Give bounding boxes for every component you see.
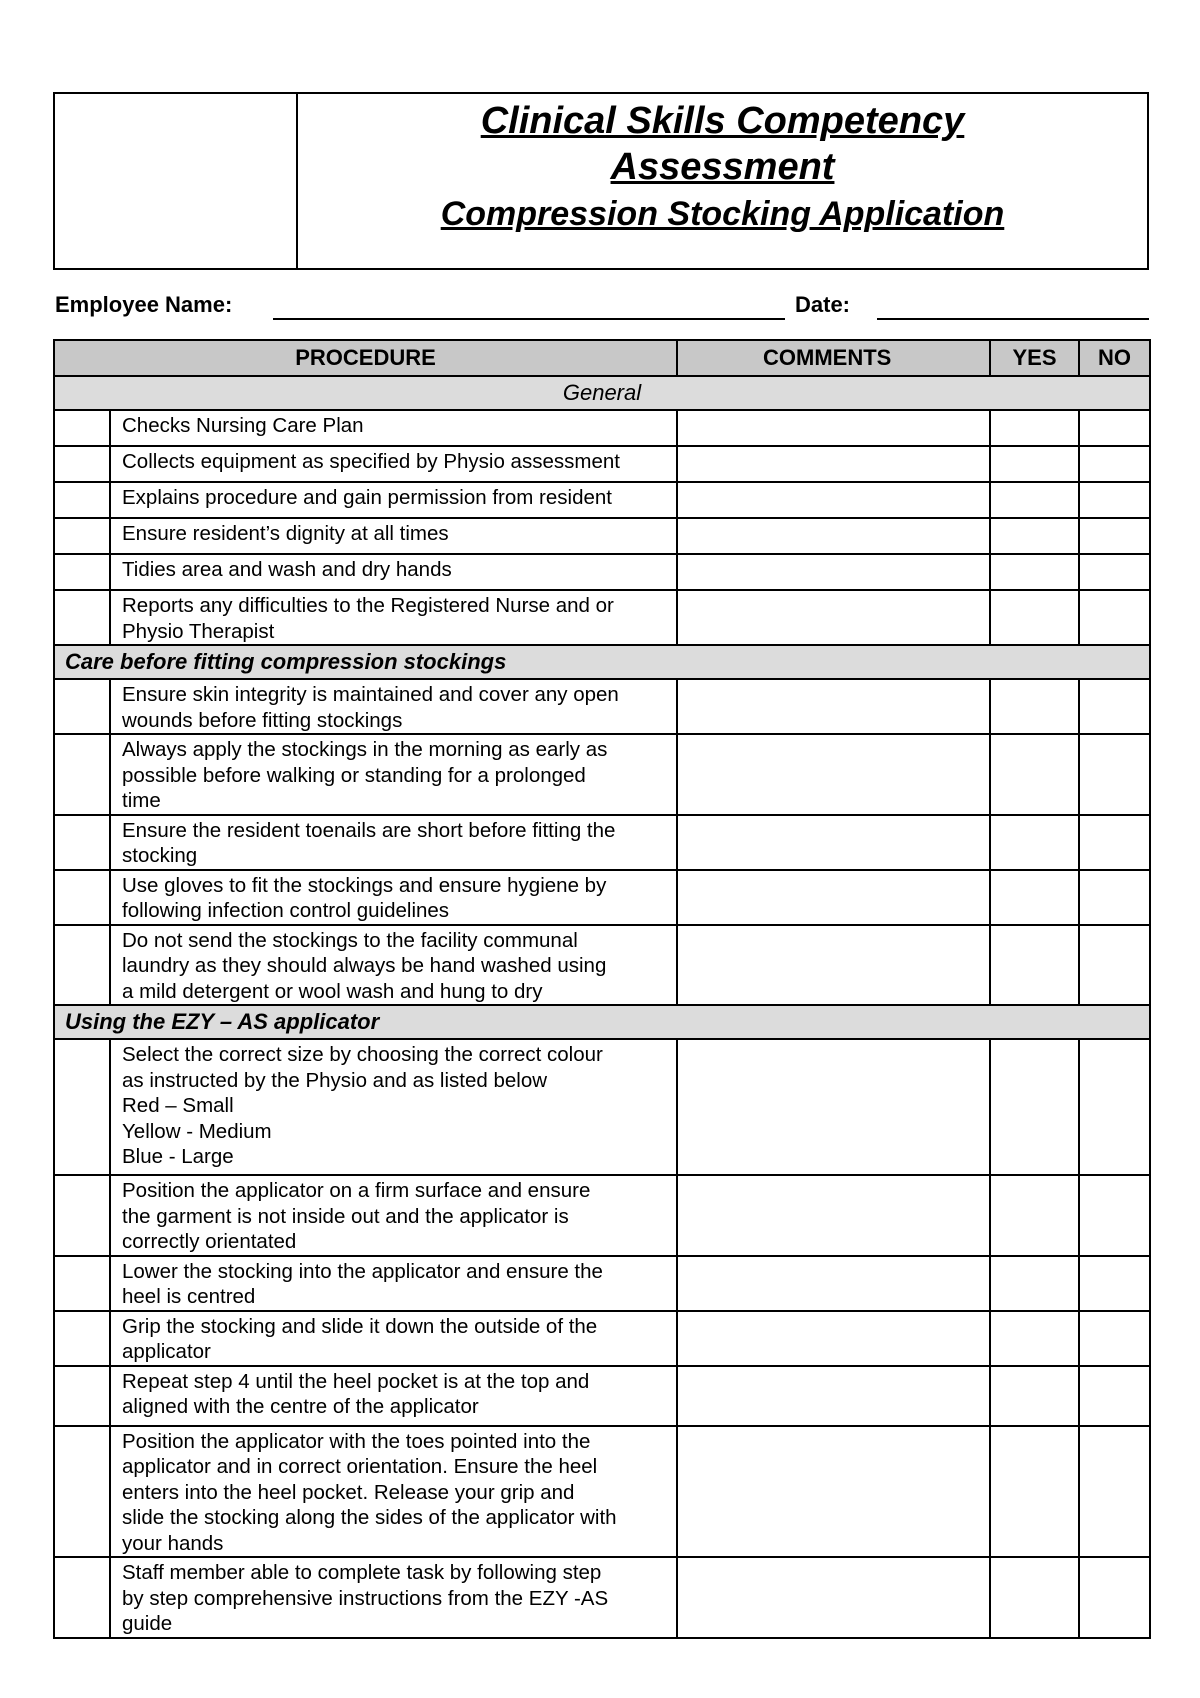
step-cell: [54, 1366, 110, 1426]
table-row: [54, 590, 1150, 645]
comments-cell[interactable]: [677, 1175, 990, 1256]
procedure-text: possible before walking or standing for a prolonged: [122, 763, 586, 787]
header-box: [53, 92, 1149, 270]
procedure-cell: [110, 870, 677, 925]
comments-cell[interactable]: [677, 734, 990, 815]
yes-header: YES: [990, 340, 1079, 376]
step-cell: [54, 815, 110, 870]
procedure-text: as instructed by the Physio and as listed below: [122, 1068, 548, 1092]
no-cell[interactable]: [1079, 925, 1150, 1006]
step-cell: [54, 870, 110, 925]
procedure-cell: [110, 410, 677, 446]
procedure-text: Explains procedure and gain permission from resident: [122, 486, 612, 509]
table-row: [54, 925, 1150, 1006]
no-cell[interactable]: [1079, 446, 1150, 482]
no-cell[interactable]: [1079, 590, 1150, 645]
procedure-text: following infection control guidelines: [122, 899, 450, 922]
section-row: [54, 645, 1150, 679]
procedure-text: heel is centred: [122, 1285, 256, 1308]
procedure-table: [53, 339, 1151, 1639]
no-cell[interactable]: [1079, 1311, 1150, 1366]
no-cell[interactable]: [1079, 1426, 1150, 1558]
procedure-text: Checks Nursing Care Plan: [122, 414, 364, 437]
table-row: [54, 1039, 1150, 1175]
no-cell[interactable]: [1079, 554, 1150, 590]
title-line-2: Assessment: [610, 146, 835, 188]
step-cell: [54, 1175, 110, 1256]
table-row: [54, 734, 1150, 815]
procedure-text: Red – Small: [122, 1094, 234, 1117]
no-cell[interactable]: [1079, 1366, 1150, 1426]
procedure-text: Yellow - Medium: [122, 1119, 272, 1143]
procedure-text: Select the correct size by choosing the correct colour: [122, 1043, 603, 1066]
yes-cell[interactable]: [990, 734, 1079, 815]
yes-cell[interactable]: [990, 925, 1079, 1006]
procedure-text: Blue - Large: [122, 1145, 234, 1168]
procedure-text: Always apply the stockings in the morning as early as: [122, 738, 608, 761]
procedure-cell: [110, 590, 677, 645]
procedure-cell: [110, 1557, 677, 1638]
comments-cell[interactable]: [677, 815, 990, 870]
no-cell[interactable]: [1079, 734, 1150, 815]
procedure-text: by step comprehensive instructions from the EZY -AS: [122, 1586, 609, 1610]
procedure-text: Staff member able to complete task by following step: [122, 1561, 602, 1584]
section-row: [54, 1005, 1150, 1039]
employee-row: [55, 290, 1149, 320]
procedure-text: Tidies area and wash and dry hands: [122, 558, 452, 581]
procedure-text: Collects equipment as specified by Physio assessment: [122, 450, 620, 473]
procedure-text: guide: [122, 1612, 173, 1635]
table-row: [54, 1366, 1150, 1426]
table-row: [54, 679, 1150, 734]
comments-cell[interactable]: [677, 1311, 990, 1366]
table-row: [54, 1426, 1150, 1558]
yes-cell[interactable]: [990, 410, 1079, 446]
comments-cell[interactable]: [677, 482, 990, 518]
comments-header: COMMENTS: [677, 340, 990, 376]
procedure-text: correctly orientated: [122, 1230, 297, 1253]
no-cell[interactable]: [1079, 679, 1150, 734]
procedure-text: stocking: [122, 844, 198, 867]
table-row: [54, 1557, 1150, 1638]
procedure-text: wounds before fitting stockings: [122, 708, 403, 732]
procedure-cell: [110, 1366, 677, 1426]
procedure-text: Repeat step 4 until the heel pocket is at the top and: [122, 1369, 590, 1393]
yes-cell[interactable]: [990, 1175, 1079, 1256]
procedure-cell: [110, 1426, 677, 1558]
procedure-text: the garment is not inside out and the applicator is: [122, 1204, 569, 1228]
yes-cell[interactable]: [990, 1039, 1079, 1175]
procedure-cell: [110, 734, 677, 815]
procedure-text: Ensure the resident toenails are short before fitting the: [122, 818, 616, 842]
table-row: [54, 1256, 1150, 1311]
procedure-text: Position the applicator with the toes pointed into the: [122, 1429, 591, 1453]
comments-cell[interactable]: [677, 870, 990, 925]
section-row: [54, 376, 1150, 410]
step-cell: [54, 554, 110, 590]
no-cell[interactable]: [1079, 410, 1150, 446]
no-cell[interactable]: [1079, 1557, 1150, 1638]
comments-cell[interactable]: [677, 518, 990, 554]
procedure-text: applicator and in correct orientation. Ensure the heel: [122, 1455, 598, 1478]
table-row: [54, 815, 1150, 870]
yes-cell[interactable]: [990, 590, 1079, 645]
yes-cell[interactable]: [990, 1256, 1079, 1311]
procedure-cell: [110, 1175, 677, 1256]
procedure-text: Physio Therapist: [122, 619, 275, 643]
yes-cell[interactable]: [990, 1366, 1079, 1426]
comments-cell[interactable]: [677, 679, 990, 734]
step-cell: [54, 590, 110, 645]
comments-cell[interactable]: [677, 925, 990, 1006]
yes-cell[interactable]: [990, 446, 1079, 482]
procedure-text: slide the stocking along the sides of the applicator with: [122, 1506, 617, 1529]
yes-cell[interactable]: [990, 815, 1079, 870]
procedure-text: Ensure skin integrity is maintained and cover any open: [122, 683, 619, 706]
step-cell: [54, 1256, 110, 1311]
step-cell: [54, 410, 110, 446]
procedure-cell: [110, 1039, 677, 1175]
procedure-cell: [110, 446, 677, 482]
table-row: [54, 870, 1150, 925]
procedure-text: your hands: [122, 1531, 224, 1555]
no-cell[interactable]: [1079, 482, 1150, 518]
procedure-text: time: [122, 789, 161, 812]
comments-cell[interactable]: [677, 590, 990, 645]
no-cell[interactable]: [1079, 518, 1150, 554]
yes-cell[interactable]: [990, 679, 1079, 734]
no-header: NO: [1079, 340, 1150, 376]
step-cell: [54, 482, 110, 518]
procedure-text: enters into the heel pocket. Release your grip and: [122, 1480, 575, 1504]
table-row: [54, 554, 1150, 590]
no-cell[interactable]: [1079, 815, 1150, 870]
procedure-text: aligned with the centre of the applicator: [122, 1395, 479, 1418]
step-cell: [54, 1557, 110, 1638]
date-label: Date:: [795, 292, 851, 317]
comments-cell[interactable]: [677, 410, 990, 446]
yes-cell[interactable]: [990, 554, 1079, 590]
title-line-1: Clinical Skills Competency: [480, 100, 965, 142]
section-title: Care before fitting compression stockings: [54, 645, 1150, 679]
step-cell: [54, 1311, 110, 1366]
procedure-text: Use gloves to fit the stockings and ensure hygiene by: [122, 873, 607, 897]
section-title: General: [54, 376, 1150, 410]
step-cell: [54, 1039, 110, 1175]
procedure-text: a mild detergent or wool wash and hung to dry: [122, 979, 543, 1003]
logo-area: [55, 94, 298, 268]
date-field[interactable]: [877, 318, 1149, 320]
procedure-text: Do not send the stockings to the facility communal: [122, 928, 578, 952]
comments-cell[interactable]: [677, 1557, 990, 1638]
procedure-cell: [110, 518, 677, 554]
no-cell[interactable]: [1079, 870, 1150, 925]
yes-cell[interactable]: [990, 1557, 1079, 1638]
procedure-cell: [110, 1256, 677, 1311]
table-row: [54, 1311, 1150, 1366]
yes-cell[interactable]: [990, 518, 1079, 554]
step-cell: [54, 518, 110, 554]
table-row: [54, 1175, 1150, 1256]
step-cell: [54, 734, 110, 815]
table-row: [54, 518, 1150, 554]
comments-cell[interactable]: [677, 1256, 990, 1311]
yes-cell[interactable]: [990, 482, 1079, 518]
procedure-text: laundry as they should always be hand washed using: [122, 954, 607, 977]
procedure-cell: [110, 815, 677, 870]
comments-cell[interactable]: [677, 1039, 990, 1175]
table-row: [54, 446, 1150, 482]
no-cell[interactable]: [1079, 1256, 1150, 1311]
yes-cell[interactable]: [990, 1311, 1079, 1366]
procedure-text: Reports any difficulties to the Registered Nurse and or: [122, 594, 614, 617]
procedure-text: applicator: [122, 1340, 211, 1363]
yes-cell[interactable]: [990, 870, 1079, 925]
step-cell: [54, 446, 110, 482]
comments-cell[interactable]: [677, 554, 990, 590]
procedure-text: Grip the stocking and slide it down the outside of the: [122, 1314, 598, 1338]
comments-cell[interactable]: [677, 1426, 990, 1558]
subtitle: Compression Stocking Application: [440, 195, 1005, 233]
comments-cell[interactable]: [677, 1366, 990, 1426]
no-cell[interactable]: [1079, 1039, 1150, 1175]
title-area: [298, 94, 1147, 268]
procedure-cell: [110, 554, 677, 590]
procedure-cell: [110, 925, 677, 1006]
comments-cell[interactable]: [677, 446, 990, 482]
yes-cell[interactable]: [990, 1426, 1079, 1558]
step-cell: [54, 925, 110, 1006]
procedure-cell: [110, 482, 677, 518]
employee-name-label: Employee Name:: [55, 292, 233, 317]
employee-name-field[interactable]: [273, 318, 785, 320]
procedure-cell: [110, 1311, 677, 1366]
no-cell[interactable]: [1079, 1175, 1150, 1256]
step-cell: [54, 679, 110, 734]
procedure-text: Lower the stocking into the applicator and ensure the: [122, 1259, 603, 1283]
procedure-header: PROCEDURE: [54, 340, 677, 376]
table-row: [54, 482, 1150, 518]
step-cell: [54, 1426, 110, 1558]
procedure-text: Ensure resident’s dignity at all times: [122, 522, 449, 545]
section-title: Using the EZY – AS applicator: [54, 1005, 1150, 1039]
procedure-text: Position the applicator on a firm surface and ensure: [122, 1179, 591, 1202]
table-header-row: [54, 340, 1150, 376]
table-row: [54, 410, 1150, 446]
procedure-cell: [110, 679, 677, 734]
